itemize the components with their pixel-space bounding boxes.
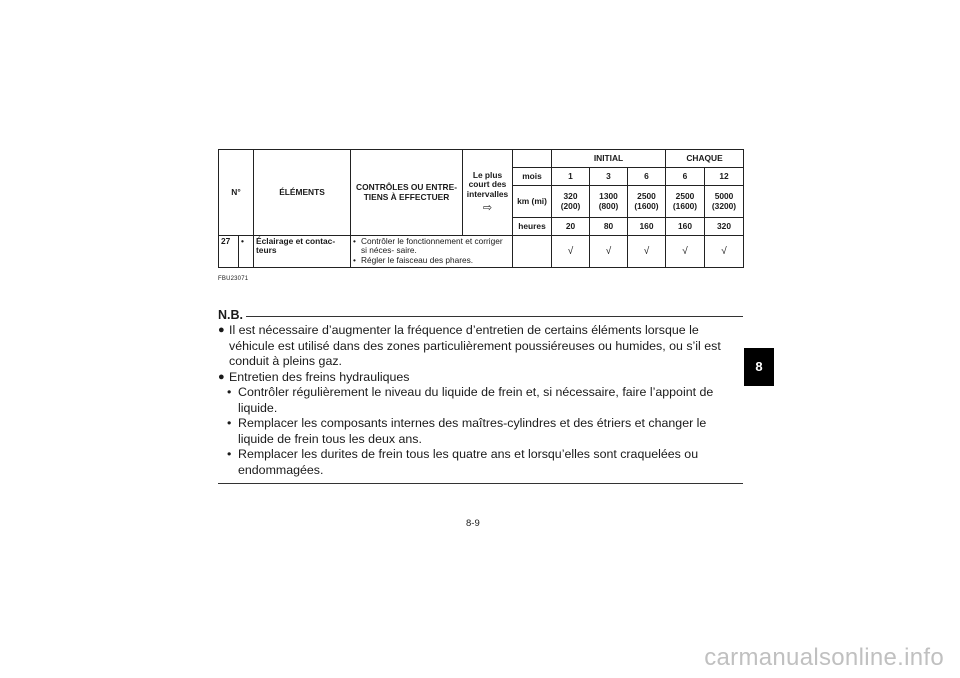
header-interval — [463, 150, 513, 236]
km-cell: 5000 (3200) — [705, 186, 744, 218]
maintenance-table — [218, 149, 744, 268]
note-subpoint-text: Contrôler régulièrement le niveau du liquide de frein et, si nécessaire, faire l’appoint de liquide. — [238, 385, 714, 415]
note-subpoint-text: Remplacer les durites de frein tous les quatre ans et lorsqu’elles sont craquelées ou endommagées. — [238, 447, 699, 477]
row-item: Éclairage et contac- teurs — [254, 236, 351, 268]
row-number: 27 — [219, 236, 239, 268]
dot-icon: • — [227, 416, 232, 430]
km-cell: 2500 (1600) — [628, 186, 666, 218]
unit-km: km (mi) — [513, 186, 552, 218]
note-box — [218, 308, 743, 484]
row-tasks — [351, 236, 513, 268]
header-every: CHAQUE — [666, 150, 744, 168]
note-point — [218, 370, 743, 386]
page-number: 8-9 — [466, 518, 480, 529]
months-cell: 3 — [590, 168, 628, 186]
header-checks: CONTRÔLES OU ENTRE- TIENS À EFFECTUER — [351, 150, 463, 236]
km-cell: 320 (200) — [552, 186, 590, 218]
task-item: • Contrôler le fonctionnement et corriger si néces- saire. — [353, 237, 510, 256]
unit-months: mois — [513, 168, 552, 186]
hours-cell: 160 — [628, 218, 666, 236]
km-cell: 2500 (1600) — [666, 186, 705, 218]
months-cell: 1 — [552, 168, 590, 186]
check-mark: √ — [666, 236, 705, 268]
hours-cell: 20 — [552, 218, 590, 236]
note-subpoint — [218, 385, 743, 416]
header-interval-label: Le plus court des intervalles — [466, 169, 509, 199]
km-cell: 1300 (800) — [590, 186, 628, 218]
bullet-icon: ● — [218, 370, 225, 383]
note-rule — [246, 316, 743, 317]
task-item: • Régler le faisceau des phares. — [353, 256, 510, 265]
table-row — [219, 236, 744, 268]
check-mark: √ — [628, 236, 666, 268]
note-point — [218, 323, 743, 370]
note-subpoint-text: Remplacer les composants internes des maîtres-cylindres et des étriers et changer le liquide de frein tous les deux ans. — [238, 416, 707, 446]
header-items: ÉLÉMENTS — [254, 150, 351, 236]
note-heading: N.B. — [218, 308, 246, 324]
note-header — [218, 308, 743, 323]
dot-icon: • — [227, 385, 232, 399]
hours-cell: 160 — [666, 218, 705, 236]
months-cell: 6 — [666, 168, 705, 186]
check-mark: √ — [705, 236, 744, 268]
months-cell: 12 — [705, 168, 744, 186]
note-point-text: Entretien des freins hydrauliques — [229, 369, 410, 384]
arrow-right-icon: ⇨ — [482, 202, 493, 215]
unit-hours: heures — [513, 218, 552, 236]
hours-cell: 80 — [590, 218, 628, 236]
note-subpoint — [218, 416, 743, 447]
note-subpoint — [218, 447, 743, 478]
header-initial: INITIAL — [552, 150, 666, 168]
dot-icon: • — [227, 447, 232, 461]
months-cell: 6 — [628, 168, 666, 186]
hours-cell: 320 — [705, 218, 744, 236]
check-mark: √ — [590, 236, 628, 268]
header-number: N° — [219, 150, 254, 236]
bullet-icon: ● — [218, 324, 225, 336]
note-point-text: Il est nécessaire d’augmenter la fréquence d’entretien de certains éléments lorsque le véhicule est utilisé dans des zones particulièrement poussiéreuses ou humides, ou s’il est conduit à pleins gaz. — [229, 323, 721, 368]
note-end-rule — [218, 483, 743, 484]
row-blank — [513, 236, 552, 268]
chapter-tab: 8 — [744, 348, 774, 386]
check-mark: √ — [552, 236, 590, 268]
watermark: carmanualsonline.info — [704, 644, 944, 671]
header-blank — [513, 150, 552, 168]
section-code: FBU23071 — [218, 276, 249, 282]
row-bullet: • — [239, 236, 254, 268]
